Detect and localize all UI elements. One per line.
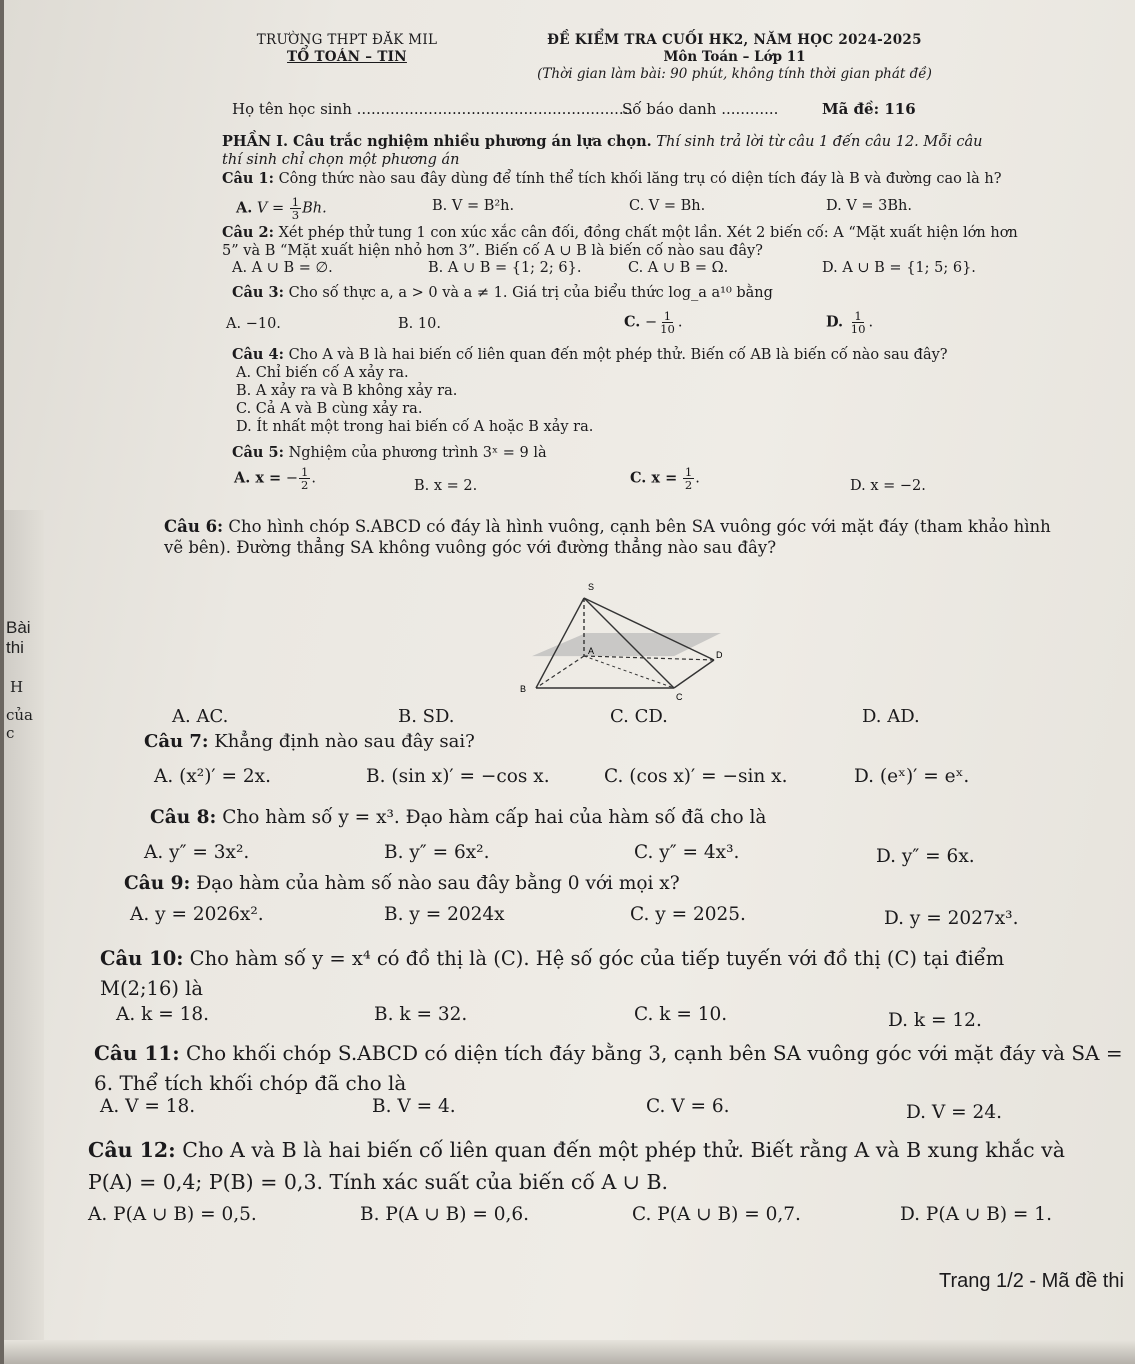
question-text: Công thức nào sau đây dùng để tính thể tích khối lăng trụ có diện tích đáy là B và đường cao là h?	[278, 171, 1002, 187]
part1-title: PHẦN I. Câu trắc nghiệm nhiều phương án lựa chọn.	[222, 133, 652, 150]
question-8-options	[144, 842, 1064, 868]
option-b: B. (sin x)′ = −cos x.	[366, 766, 550, 787]
option-d: D. y″ = 6x.	[876, 846, 975, 867]
option-c: C. (cos x)′ = −sin x.	[604, 766, 788, 787]
option-d: D. V = 24.	[906, 1102, 1002, 1123]
option-b: B. y = 2024x	[384, 904, 505, 925]
side-fragment: Bài thi	[6, 618, 31, 657]
edge-ad	[584, 656, 714, 660]
option-a: A. y″ = 3x².	[144, 842, 250, 863]
question-9-options	[130, 904, 1070, 932]
side-fragment: của c	[6, 706, 34, 742]
question-6	[164, 516, 1074, 558]
option-b: B. SD.	[398, 706, 455, 727]
question-text: Đạo hàm của hàm số nào sau đây bằng 0 với mọi x?	[196, 873, 680, 894]
question-2	[222, 224, 1022, 260]
question-label: Câu 4:	[232, 346, 284, 363]
question-label: Câu 10:	[100, 947, 184, 970]
question-label: Câu 11:	[94, 1041, 180, 1065]
option-c: C. P(A ∪ B) = 0,7.	[632, 1204, 801, 1225]
vertex-label: A	[588, 646, 595, 656]
exam-paper	[4, 0, 1135, 1364]
option-d: D. Ít nhất một trong hai biến cố A hoặc B xảy ra.	[236, 419, 594, 435]
option-b: B. P(A ∪ B) = 0,6.	[360, 1204, 530, 1225]
option-c: C. V = Bh.	[629, 198, 706, 214]
student-name-field: Họ tên học sinh ..........................................................	[232, 100, 634, 118]
question-8	[150, 806, 1050, 830]
student-id-field: Số báo danh ............	[622, 100, 779, 118]
option-b: B. x = 2.	[414, 478, 478, 494]
question-label: Câu 5:	[232, 444, 284, 461]
question-label: Câu 2:	[222, 224, 274, 241]
option-a: A. k = 18.	[116, 1004, 210, 1025]
option-b: B. k = 32.	[374, 1004, 468, 1025]
department-name: TỔ TOÁN – TIN	[287, 49, 407, 65]
option-a: A. AC.	[172, 706, 229, 727]
question-4	[232, 346, 1032, 364]
question-3-options	[226, 310, 1026, 346]
option-b: B. y″ = 6x².	[384, 842, 490, 863]
question-text: Cho hàm số y = x³. Đạo hàm cấp hai của hàm số đã cho là	[222, 807, 767, 828]
edge-ac	[584, 656, 674, 688]
question-text: Nghiệm của phương trình 3ˣ = 9 là	[288, 445, 547, 461]
option-d: D. V = 3Bh.	[826, 198, 912, 214]
question-9	[124, 872, 1024, 896]
exam-duration: (Thời gian làm bài: 90 phút, không tính thời gian phát đề)	[537, 66, 932, 82]
option-a: A. (x²)′ = 2x.	[154, 766, 271, 787]
option-c: C. x = $\frac{1}{2}$ .	[630, 465, 700, 493]
option-a: A. y = 2026x².	[130, 904, 264, 925]
question-label: Câu 9:	[124, 873, 191, 894]
option-d: D. x = −2.	[850, 478, 926, 494]
vertex-label: S	[588, 582, 595, 592]
question-text: Cho hình chóp S.ABCD có đáy là hình vuông, cạnh bên SA vuông góc với mặt đáy (tham khảo hình vẽ bên). Đường thẳng SA không vuông góc với đường thẳng nào sau đây?	[164, 517, 1051, 557]
exam-title: ĐỀ KIỂM TRA CUỐI HK2, NĂM HỌC 2024-2025	[547, 32, 922, 48]
edge-ab	[536, 656, 584, 688]
option-c: C. y = 2025.	[630, 904, 746, 925]
question-text: Cho A và B là hai biến cố liên quan đến một phép thử. Biết rằng A và B xung khắc và P(A) = 0,4; P(B) = 0,3. Tính xác suất của biến cố A ∪ B.	[88, 1138, 1065, 1194]
question-label: Câu 3:	[232, 284, 284, 301]
question-12	[88, 1134, 1078, 1198]
question-label: Câu 7:	[144, 731, 209, 752]
option-c: C. y″ = 4x³.	[634, 842, 740, 863]
option-a: A. V = $\frac{1}{3}$ Bh.	[236, 195, 327, 223]
option-a: A. V = 18.	[100, 1096, 196, 1117]
option-b: B. A xảy ra và B không xảy ra.	[236, 383, 458, 399]
exam-subject: Môn Toán – Lớp 11	[663, 49, 806, 65]
option-d: D. A ∪ B = {1; 5; 6}.	[822, 260, 976, 276]
question-11-options	[100, 1096, 1080, 1126]
option-a: A. A ∪ B = ∅.	[232, 260, 333, 276]
question-label: Câu 6:	[164, 517, 224, 536]
question-text: Khẳng định nào sau đây sai?	[214, 731, 475, 752]
option-d: D. P(A ∪ B) = 1.	[900, 1204, 1052, 1225]
vertex-label: B	[520, 684, 527, 694]
option-d: D. (eˣ)′ = eˣ.	[854, 766, 970, 787]
question-label: Câu 12:	[88, 1138, 176, 1162]
question-10	[100, 944, 1040, 1004]
option-c: C. V = 6.	[646, 1096, 730, 1117]
option-c: C. − $\frac{1}{10}$ .	[624, 309, 683, 337]
option-d: D. $\frac{1}{10}$ .	[826, 309, 874, 337]
question-text: Cho số thực a, a > 0 và a ≠ 1. Giá trị của biểu thức log_a a¹⁰ bằng	[288, 285, 773, 301]
part1-header	[222, 133, 1002, 169]
vertex-label: D	[716, 650, 723, 660]
option-c: C. k = 10.	[634, 1004, 728, 1025]
question-text: Cho khối chóp S.ABCD có diện tích đáy bằng 3, cạnh bên SA vuông góc với mặt đáy và SA = 6. Thể tích khối chóp đã cho là	[94, 1041, 1123, 1095]
question-3	[232, 284, 1032, 302]
option-a: A. P(A ∪ B) = 0,5.	[88, 1204, 257, 1225]
exam-title-block	[482, 32, 987, 83]
question-5-options	[234, 466, 1034, 502]
pyramid-figure	[514, 578, 744, 703]
question-2-options	[232, 260, 1032, 280]
option-b: B. A ∪ B = {1; 2; 6}.	[428, 260, 582, 276]
part1-instruction: Thí sinh trả lời từ câu 1 đến câu 12. Mỗi câu thí sinh chỉ chọn một phương án	[222, 134, 983, 168]
question-label: Câu 1:	[222, 170, 274, 187]
question-4-options	[236, 364, 936, 436]
question-11	[94, 1038, 1129, 1098]
side-fragment: H	[10, 678, 24, 696]
option-c: C. CD.	[610, 706, 668, 727]
option-b: B. V = B²h.	[432, 198, 515, 214]
edge-cd	[674, 660, 714, 688]
option-a: A. x = − $\frac{1}{2}$ .	[234, 465, 316, 493]
question-1-options	[236, 194, 1036, 224]
page-edge	[4, 1340, 1135, 1364]
question-text: Xét phép thử tung 1 con xúc xắc cân đối, đồng chất một lần. Xét 2 biến cố: A “Mặt xuất hiện lớn hơn 5” và B “Mặt xuất hiện nhỏ hơn 3”. Biến cố A ∪ B là biến cố nào sau đây?	[222, 225, 1018, 259]
school-name: TRƯỜNG THPT ĐĂK MIL	[256, 32, 438, 48]
page-footer: Trang 1/2 - Mã đề thi	[939, 1270, 1124, 1292]
question-text: Cho hàm số y = x⁴ có đồ thị là (C). Hệ số góc của tiếp tuyến với đồ thị (C) tại điểm M(2;16) là	[100, 947, 1005, 1000]
option-d: D. y = 2027x³.	[884, 908, 1019, 929]
option-d: D. k = 12.	[888, 1010, 982, 1031]
question-6-options	[172, 706, 1072, 730]
option-c: C. A ∪ B = Ω.	[628, 260, 729, 276]
option-b: B. 10.	[398, 316, 441, 332]
school-block	[232, 32, 462, 66]
question-label: Câu 8:	[150, 807, 217, 828]
question-10-options	[116, 1004, 1076, 1032]
question-5	[232, 444, 1032, 462]
vertex-label: C	[676, 692, 683, 702]
option-a: A. −10.	[226, 316, 281, 332]
option-d: D. AD.	[862, 706, 920, 727]
student-info	[232, 100, 972, 118]
question-1	[222, 170, 1022, 188]
question-7-options	[154, 766, 1074, 792]
exam-code: Mã đề: 116	[822, 100, 916, 118]
option-b: B. V = 4.	[372, 1096, 456, 1117]
adjacent-page-strip	[4, 510, 44, 1364]
question-7	[144, 730, 1044, 754]
option-a: A. Chỉ biến cố A xảy ra.	[236, 365, 409, 381]
question-text: Cho A và B là hai biến cố liên quan đến một phép thử. Biến cố AB là biến cố nào sau đây?	[288, 347, 948, 363]
option-c: C. Cả A và B cùng xảy ra.	[236, 401, 423, 417]
pyramid-base-face	[532, 633, 721, 656]
question-12-options	[88, 1204, 1108, 1234]
